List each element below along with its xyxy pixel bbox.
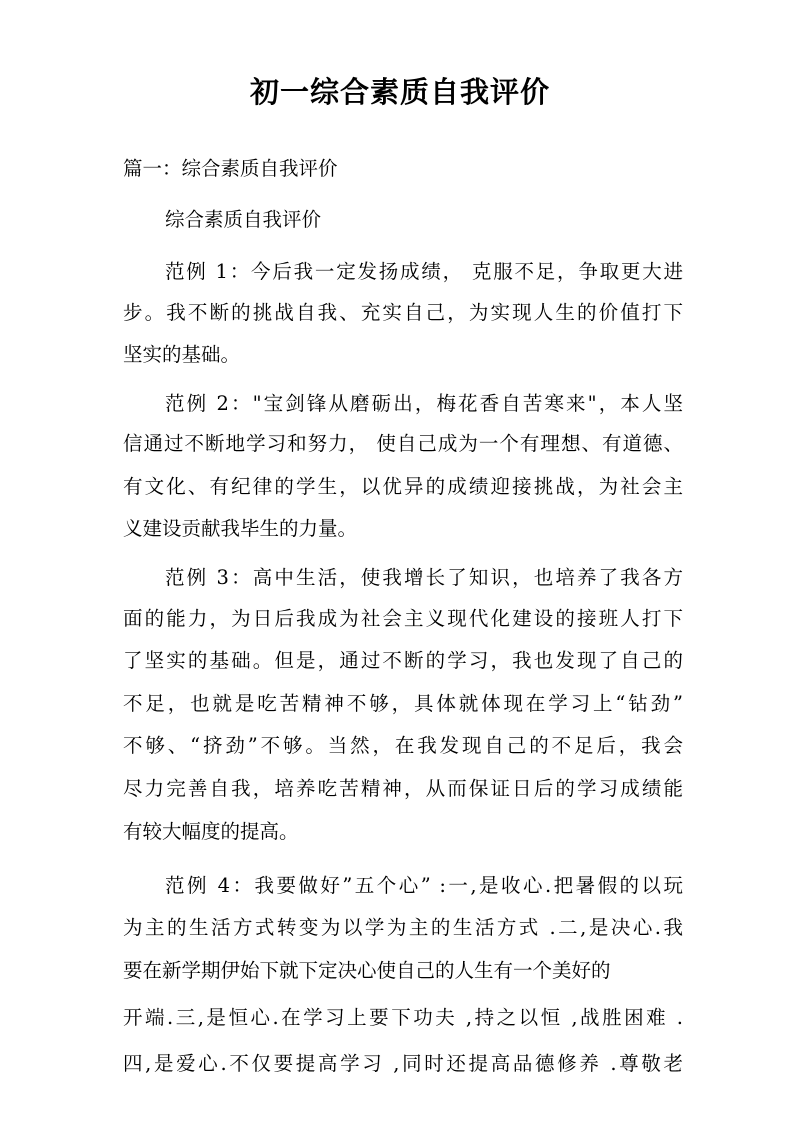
paragraph-line: 面的能力，为日后我成为社会主义现代化建设的接班人打下 [123, 607, 683, 630]
paragraph-line: 范例 2："宝剑锋从磨砺出，梅花香自苦寒来"，本人坚 [165, 392, 683, 415]
paragraph-line: 坚实的基础。 [123, 343, 241, 366]
paragraph-line: 了坚实的基础。但是，通过不断的学习，我也发现了自己的 [123, 649, 683, 672]
paragraph-line: 尽力完善自我，培养吃苦精神，从而保证日后的学习成绩能 [123, 777, 683, 800]
paragraph-line: 步。我不断的挑战自我、充实自己，为实现人生的价值打下 [123, 301, 683, 324]
paragraph-line: 范例 3：高中生活，使我增长了知识，也培养了我各方 [165, 566, 683, 589]
paragraph-line: 不够、“挤劲”不够。当然，在我发现自己的不足后，我会 [123, 734, 683, 757]
paragraph-line: 不足，也就是吃苦精神不够，具体就体现在学习上“钻劲” [123, 692, 683, 715]
paragraph-line: 范例 1：今后我一定发扬成绩， 克服不足，争取更大进 [165, 260, 683, 283]
paragraph-line: 要在新学期伊始下就下定决心使自己的人生有一个美好的 [123, 959, 611, 982]
section-subheading: 综合素质自我评价 [165, 208, 322, 231]
document-title: 初一综合素质自我评价 [249, 75, 550, 109]
paragraph-line: 有文化、有纪律的学生，以优异的成绩迎接挑战，为社会主 [123, 475, 683, 498]
paragraph-line: 有较大幅度的提高。 [123, 820, 299, 843]
paragraph-line: 范例 4：我要做好”五个心” :一,是收心.把暑假的以玩 [165, 874, 683, 897]
paragraph-line: 为主的生活方式转变为以学为主的生活方式 .二,是决心.我 [123, 916, 683, 939]
paragraph-line: 四,是爱心.不仅要提高学习 ,同时还提高品德修养 .尊敬老 [123, 1052, 683, 1075]
paragraph-line: 开端.三,是恒心.在学习上要下功夫 ,持之以恒 ,战胜困难 . [123, 1006, 683, 1029]
paragraph-line: 义建设贡献我毕生的力量。 [123, 517, 358, 540]
section-heading: 篇一：综合素质自我评价 [123, 157, 338, 180]
paragraph-line: 信通过不断地学习和努力， 使自己成为一个有理想、有道德、 [123, 432, 683, 455]
